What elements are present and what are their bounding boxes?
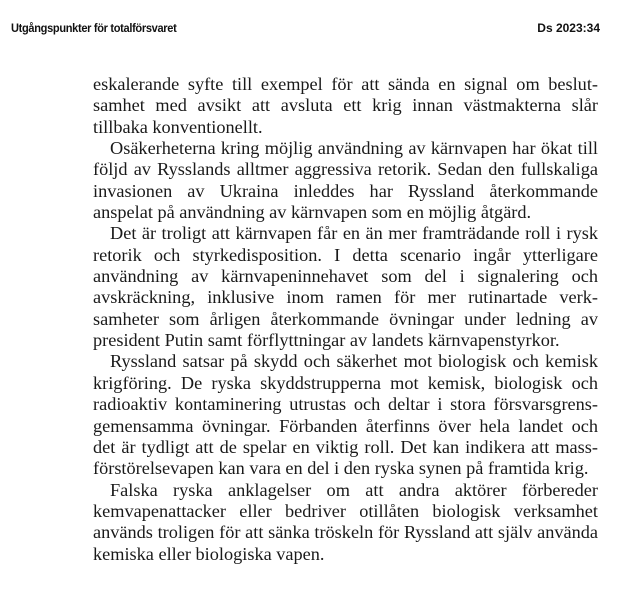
text-line: president Putin samt förflyttningar av landets kärnvapenstyrkor. <box>93 330 560 351</box>
running-header <box>11 21 600 39</box>
text-line: retorik och styrkedisposition. I detta scenario ingår ytterligare <box>93 244 598 265</box>
paragraph-nuclear-uncertainty <box>93 138 598 223</box>
text-line: anspelat på användning av kärnvapen som en möjlig åtgärd. <box>93 202 532 223</box>
text-line: krigföring. De ryska skyddstrupperna mot kemisk, biologisk och <box>93 372 598 393</box>
text-line: Falska ryska anklagelser om att andra aktörer förbereder <box>110 479 598 500</box>
text-line: tillbaka konventionellt. <box>93 116 263 137</box>
text-line: förstörelsevapen kan vara en del i den ryska synen på framtida krig. <box>93 458 589 479</box>
text-line: avskräckning, inklusive inom ramen för mer rutinartade verk- <box>93 287 598 308</box>
text-line: kemvapenattacker eller bedriver otillåten biologisk verksamhet <box>93 500 598 521</box>
text-line: Osäkerheterna kring möjlig användning av kärnvapen har ökat till <box>110 138 598 159</box>
text-line: samheter som årligen återkommande övningar under ledning av <box>93 308 598 329</box>
document-section-title: Utgångspunkter för totalförsvaret <box>11 21 177 35</box>
text-line: kemiska eller biologiska vapen. <box>93 543 325 564</box>
text-line: följd av Rysslands alltmer aggressiva retorik. Sedan den fullskaliga <box>93 159 598 180</box>
text-line: radioaktiv kontaminering utrustas och deltar i stora försvarsgrens- <box>93 394 598 415</box>
paragraph-cbrn-protection <box>93 351 598 479</box>
text-line: användning av kärnvapeninnehavet som del i signalering och <box>93 266 598 287</box>
body-text <box>93 74 598 565</box>
paragraph-escalation <box>93 74 598 138</box>
text-line: samhet med avsikt att avsluta ett krig innan västmakterna slår <box>93 95 598 116</box>
document-reference-number: Ds 2023:34 <box>537 21 600 35</box>
paragraph-false-accusations <box>93 480 598 565</box>
text-line: Det är troligt att kärnvapen får en än mer framträdande roll i rysk <box>110 223 598 244</box>
paragraph-nuclear-role <box>93 223 598 351</box>
text-line: det är tydligt att de spelar en viktig roll. Det kan indikera att mass- <box>93 436 598 457</box>
text-line: används troligen för att sänka tröskeln för Ryssland att själv använda <box>93 522 598 543</box>
text-line: Ryssland satsar på skydd och säkerhet mot biologisk och kemisk <box>110 351 598 372</box>
text-line: invasionen av Ukraina inleddes har Ryssland återkommande <box>93 180 598 201</box>
text-line: gemensamma övningar. Förbanden återfinns över hela landet och <box>93 415 598 436</box>
text-line: eskalerande syfte till exempel för att sända en signal om beslut- <box>93 74 598 94</box>
